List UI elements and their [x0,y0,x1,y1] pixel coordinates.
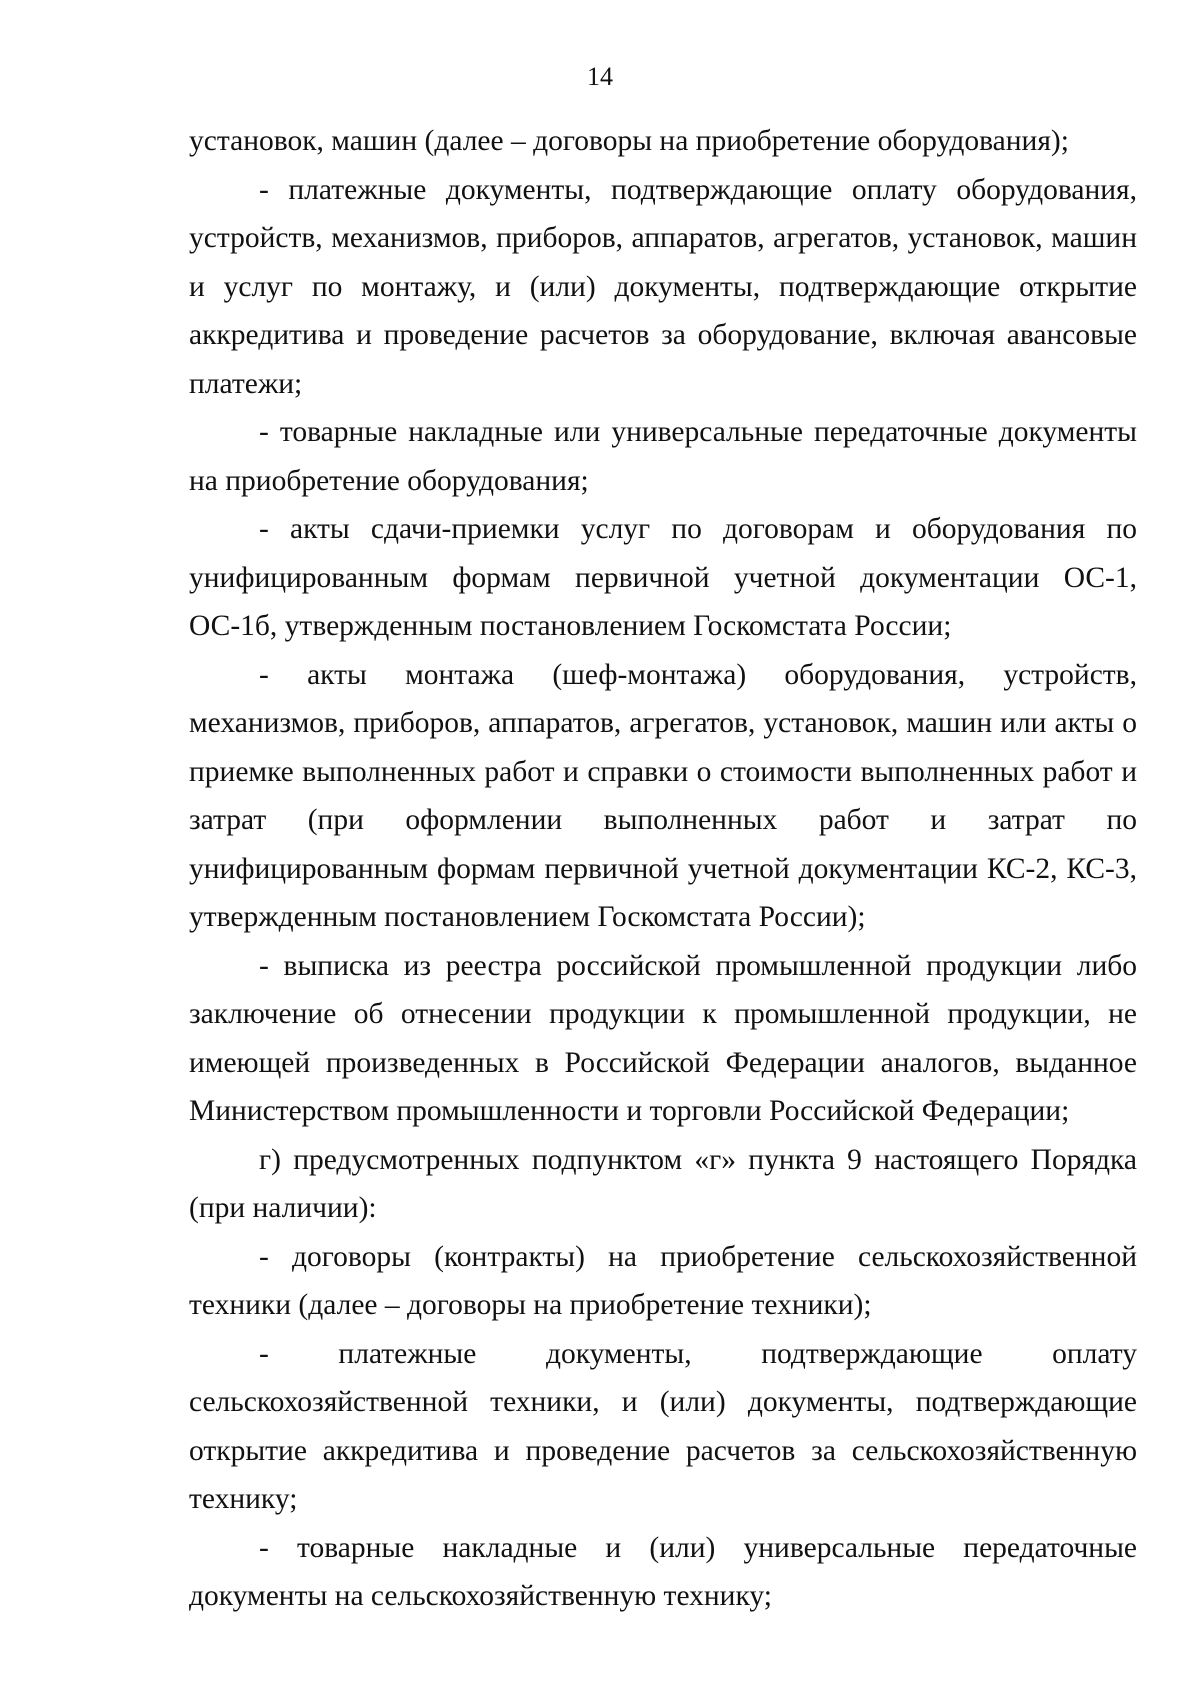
paragraph-continuation: установок, машин (далее – договоры на приобретение оборудования); [189,125,1069,157]
paragraph-machinery-waybills: - товарные накладные и (или) универсальные передаточные документы на сельскохозяйственную технику; [189,1531,1137,1612]
paragraph-installation-acts: - акты монтажа (шеф-монтажа) оборудования, устройств, механизмов, приборов, аппаратов, агрегатов, установок, машин или акты о приемке выполненных работ и справки о стоимости выполненных работ и затрат (при оформлении выполненных работ и затрат по унифицированным формам первичной учетной документации КС-2, КС-3, утвержденным постановлением Госкомстата России); [189,658,1137,933]
paragraph-machinery-payments: - платежные документы, подтверждающие оплату сельскохозяйственной техники, и (или) документы, подтверждающие открытие аккредитива и проведение расчетов за сельскохозяйственную технику; [189,1337,1137,1515]
paragraph-registry-extract: - выписка из реестра российской промышленной продукции либо заключение об отнесении продукции к промышленной продукции, не имеющей произведенных в Российской Федерации аналогов, выданное Министерством промышленности и торговли Российской Федерации; [189,949,1137,1127]
paragraph-machinery-contracts: - договоры (контракты) на приобретение сельскохозяйственной техники (далее – договоры на приобретение техники); [189,1240,1137,1321]
paragraph-subclause-g: г) предусмотренных подпунктом «г» пункта 9 настоящего Порядка (при наличии): [189,1143,1137,1224]
paragraph-acceptance-acts: - акты сдачи-приемки услуг по договорам и оборудования по унифицированным формам первичной учетной документации ОС-1, ОС-1б, утвержденным постановлением Госкомстата России; [189,513,1137,642]
paragraph-waybills-equipment: - товарные накладные или универсальные передаточные документы на приобретение оборудования; [189,416,1137,497]
document-body [189,117,1137,1621]
paragraph-payment-documents: - платежные документы, подтверждающие оплату оборудования, устройств, механизмов, приборов, аппаратов, агрегатов, установок, машин и услуг по монтажу, и (или) документы, подтверждающие открытие аккредитива и проведение расчетов за оборудование, включая авансовые платежи; [189,173,1137,400]
page-number: 14 [587,62,613,91]
